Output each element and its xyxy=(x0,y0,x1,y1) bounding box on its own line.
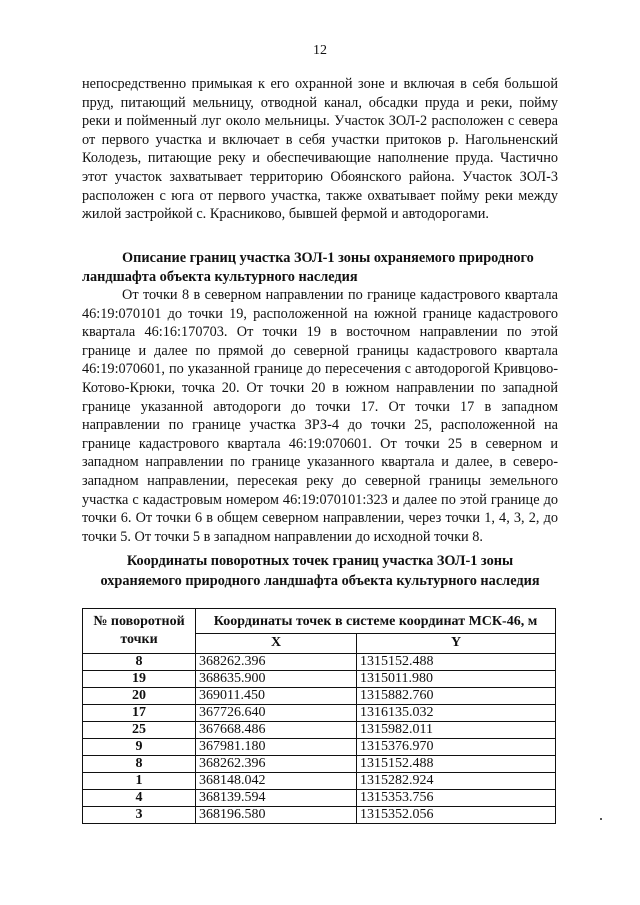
y-value: 1315376.970 xyxy=(357,739,556,756)
page-number: 12 xyxy=(313,43,327,58)
section-heading-line1: Описание границ участка ЗОЛ-1 зоны охраняемого природного xyxy=(122,250,534,266)
point-number: 4 xyxy=(83,790,196,807)
table-row xyxy=(83,739,556,756)
table-row xyxy=(83,756,556,773)
scan-speck xyxy=(600,818,602,820)
y-value: 1315982.011 xyxy=(357,722,556,739)
header-coordinates: Координаты точек в системе координат МСК-46, м xyxy=(196,609,556,634)
table-title-line2: охраняемого природного ландшафта объекта культурного наследия xyxy=(100,573,540,589)
point-number: 20 xyxy=(83,688,196,705)
point-number: 8 xyxy=(83,654,196,671)
y-value: 1315353.756 xyxy=(357,790,556,807)
header-point-number: № поворотной точки xyxy=(83,609,196,654)
x-value: 368148.042 xyxy=(196,773,357,790)
table-row xyxy=(83,773,556,790)
intro-text: непосредственно примыкая к его охранной зоне и включая в себя большой пруд, питающий мельницу, отводной канал, обсадки пруда и реки, пойму реки и пойменный луг около мельницы. Участок ЗОЛ-2 расположен с севера от первого участка и включает в себя участки притоков р. Нагольненский Колодезь, питающие реку и обеспечивающие наполнение пруда. Частично этот участок захватывает территорию Обоянского района. Участок ЗОЛ-3 расположен с юга от первого участка, также охватывает пойму реки между жилой застройкой с. Красниково, бывшей фермой и автодорогами. xyxy=(82,76,558,223)
x-value: 367981.180 xyxy=(196,739,357,756)
y-value: 1315282.924 xyxy=(357,773,556,790)
section-heading xyxy=(82,249,558,286)
x-value: 367668.486 xyxy=(196,722,357,739)
x-value: 369011.450 xyxy=(196,688,357,705)
description-text: От точки 8 в северном направлении по границе кадастрового квартала 46:19:070101 до точки 19, расположенной на южной границе кадастрового квартала 46:16:170703. От точки 19 в восточном направлении по этой границе и далее по прямой до северной границы кадастрового квартала 46:19:070601, по указанной границе до пересечения с автодорогой Кривцово-Котово-Крюки, точка 20. От точки 20 в южном направлении по западной границе указанной автодороги до точки 17. От точки 17 в западном направлении по границе участка ЗРЗ-4 до точки 25, расположенной на границе кадастрового квартала 46:19:070601. От точки 25 в северном и западном направлении по границе указанного квартала и далее, в северо-западном направлении, пересекая реку до северной границы земельного участка с кадастровым номером 46:19:070101:323 и далее по этой границе до точки 6. От точки 6 в общем северном направлении, через точки 1, 4, 3, 2, до точки 5. От точки 5 в западном направлении до исходной точки 8. xyxy=(82,287,558,545)
y-value: 1315152.488 xyxy=(357,654,556,671)
table-row xyxy=(83,654,556,671)
point-number: 17 xyxy=(83,705,196,722)
table-row xyxy=(83,790,556,807)
point-number: 9 xyxy=(83,739,196,756)
x-value: 368262.396 xyxy=(196,756,357,773)
y-value: 1316135.032 xyxy=(357,705,556,722)
header-y: Y xyxy=(357,633,556,653)
point-number: 25 xyxy=(83,722,196,739)
point-number: 19 xyxy=(83,671,196,688)
x-value: 368196.580 xyxy=(196,807,357,824)
intro-paragraph xyxy=(82,75,558,224)
x-value: 368635.900 xyxy=(196,671,357,688)
point-number: 8 xyxy=(83,756,196,773)
table-row xyxy=(83,688,556,705)
header-x: X xyxy=(196,633,357,653)
coordinates-table xyxy=(82,608,556,824)
table-row xyxy=(83,722,556,739)
table-row xyxy=(83,671,556,688)
y-value: 1315011.980 xyxy=(357,671,556,688)
y-value: 1315152.488 xyxy=(357,756,556,773)
table-row xyxy=(83,705,556,722)
x-value: 368139.594 xyxy=(196,790,357,807)
section-heading-line2: ландшафта объекта культурного наследия xyxy=(82,268,358,285)
x-value: 368262.396 xyxy=(196,654,357,671)
table-title-line1: Координаты поворотных точек границ участка ЗОЛ-1 зоны xyxy=(126,553,514,569)
point-number: 3 xyxy=(83,807,196,824)
y-value: 1315882.760 xyxy=(357,688,556,705)
x-value: 367726.640 xyxy=(196,705,357,722)
y-value: 1315352.056 xyxy=(357,807,556,824)
table-title xyxy=(82,551,558,591)
boundary-description xyxy=(82,286,558,546)
table-row xyxy=(83,807,556,824)
point-number: 1 xyxy=(83,773,196,790)
